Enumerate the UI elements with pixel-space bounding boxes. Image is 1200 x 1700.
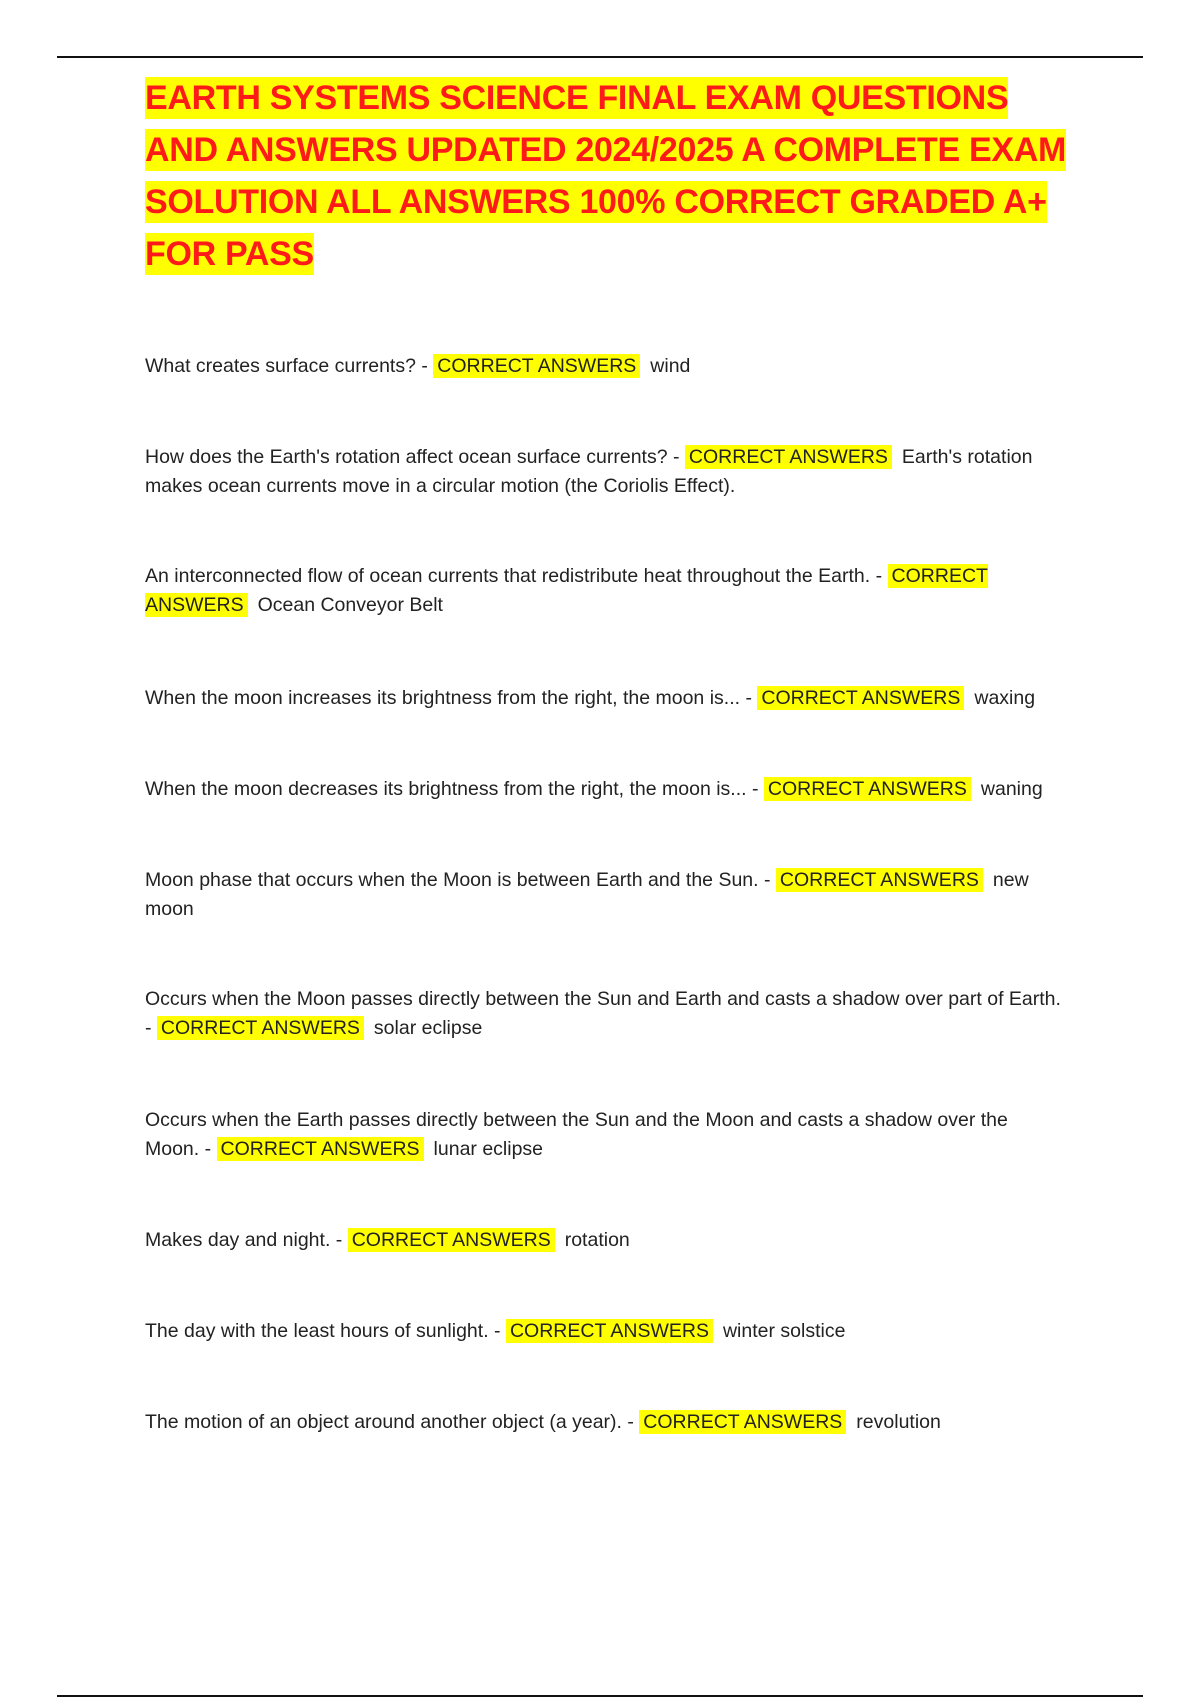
question-text: Moon phase that occurs when the Moon is between Earth and the Sun.	[145, 869, 759, 891]
qa-item	[145, 684, 1065, 713]
separator: -	[145, 1017, 157, 1039]
answer-text: waning	[980, 778, 1043, 800]
answer-text: solar eclipse	[373, 1017, 483, 1039]
qa-item	[145, 1106, 1065, 1164]
answer-text: Ocean Conveyor Belt	[257, 594, 443, 616]
document-title	[145, 72, 1075, 280]
top-rule	[57, 56, 1143, 58]
answer-text: revolution	[856, 1411, 941, 1433]
separator: -	[870, 565, 888, 587]
answer-label: CORRECT ANSWERS	[506, 1319, 713, 1343]
answer-text: rotation	[564, 1229, 630, 1251]
answer-label: CORRECT ANSWERS	[348, 1228, 555, 1252]
separator: -	[199, 1138, 217, 1160]
qa-item	[145, 866, 1065, 924]
question-text: Occurs when the Earth passes directly between the Sun and the Moon and casts a shadow over the Moon.	[145, 1109, 1008, 1160]
qa-item	[145, 352, 1065, 381]
question-text: The motion of an object around another object (a year).	[145, 1411, 622, 1433]
question-text: What creates surface currents?	[145, 355, 416, 377]
answer-text: lunar eclipse	[433, 1138, 544, 1160]
answer-label: CORRECT ANSWERS	[764, 777, 971, 801]
question-text: Occurs when the Moon passes directly between the Sun and Earth and casts a shadow over part of Earth.	[145, 988, 1061, 1010]
answer-label: CORRECT ANSWERS	[433, 354, 640, 378]
separator: -	[746, 778, 764, 800]
question-text: An interconnected flow of ocean currents that redistribute heat throughout the Earth.	[145, 565, 871, 587]
answer-label: CORRECT ANSWERS	[217, 1137, 424, 1161]
document-title-text: EARTH SYSTEMS SCIENCE FINAL EXAM QUESTIONS AND ANSWERS UPDATED 2024/2025 A COMPLETE EXAM SOLUTION ALL ANSWERS 100% CORRECT GRADED A+ FOR PASS	[145, 79, 1067, 273]
question-text: When the moon increases its brightness from the right, the moon is...	[145, 687, 741, 709]
separator: -	[488, 1320, 506, 1342]
qa-item	[145, 775, 1065, 804]
qa-item	[145, 1408, 1065, 1437]
answer-text: new moon	[145, 869, 1029, 920]
question-text: How does the Earth's rotation affect ocean surface currents?	[145, 446, 668, 468]
answer-text: winter solstice	[722, 1320, 846, 1342]
qa-item	[145, 443, 1065, 501]
question-text: The day with the least hours of sunlight.	[145, 1320, 489, 1342]
document-body	[145, 72, 1075, 1433]
separator: -	[415, 355, 434, 377]
qa-item	[145, 985, 1065, 1043]
answer-text: wind	[650, 355, 691, 377]
answer-label: CORRECT ANSWERS	[145, 565, 988, 616]
question-text: When the moon decreases its brightness from the right, the moon is...	[145, 778, 747, 800]
answer-text: waxing	[974, 687, 1036, 709]
qa-item	[145, 1317, 1065, 1346]
separator: -	[330, 1229, 348, 1251]
separator: -	[621, 1411, 640, 1433]
answer-text: Earth's rotation makes ocean currents move in a circular motion (the Coriolis Effect).	[145, 446, 1033, 497]
qa-item	[145, 1226, 1065, 1255]
separator: -	[740, 687, 758, 709]
answer-label: CORRECT ANSWERS	[157, 1016, 364, 1040]
answer-label: CORRECT ANSWERS	[685, 445, 892, 469]
separator: -	[758, 869, 776, 891]
bottom-rule	[57, 1695, 1143, 1697]
qa-item	[145, 562, 1065, 620]
answer-label: CORRECT ANSWERS	[639, 1410, 846, 1434]
separator: -	[667, 446, 685, 468]
question-text: Makes day and night.	[145, 1229, 331, 1251]
answer-label: CORRECT ANSWERS	[757, 686, 964, 710]
answer-label: CORRECT ANSWERS	[776, 868, 983, 892]
